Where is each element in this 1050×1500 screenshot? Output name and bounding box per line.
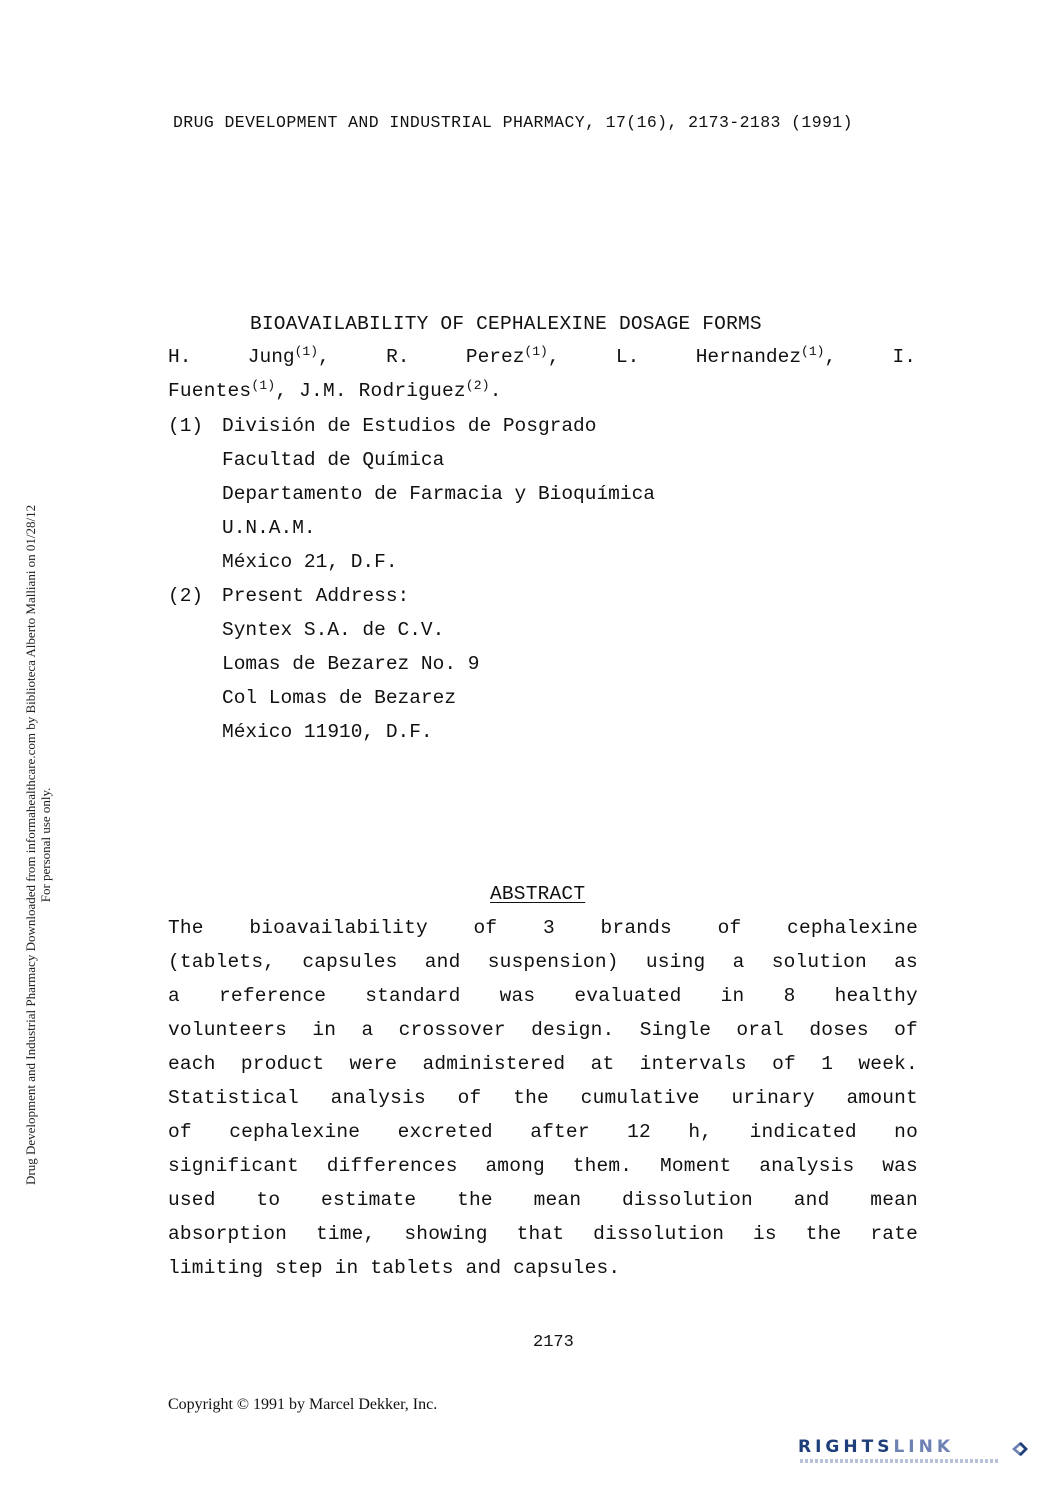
abstract-line: limiting step in tablets and capsules. (168, 1257, 621, 1279)
page-number: 2173 (533, 1333, 574, 1352)
abstract-line: each product were administered at intervals of 1 week. (168, 1053, 918, 1075)
side-watermark (23, 505, 53, 1185)
author-token: Perez$^{(1)}$, (465, 343, 560, 368)
affiliation-line: México 21, D.F. (222, 551, 398, 573)
author-token: Hernandez$^{(1)}$, (695, 343, 837, 368)
author-token: L. (615, 346, 640, 368)
affiliation-line: Syntex S.A. de C.V. (222, 619, 445, 641)
affiliation-line: Departamento de Farmacia y Bioquímica (222, 483, 655, 505)
watermark-line-1: Drug Development and Industrial Pharmacy Downloaded from informahealthcare.com by Biblioteca Alberto Malliani on 01/28/12 (23, 504, 38, 1185)
rightslink-logo[interactable] (798, 1437, 1032, 1473)
affiliation-line: Col Lomas de Bezarez (222, 687, 457, 709)
abstract-line: absorption time, showing that dissolution is the rate (168, 1223, 918, 1245)
rightslink-chevron-icon (1010, 1440, 1030, 1458)
affiliation-2-marker: (2) (168, 585, 204, 607)
article-title: BIOAVAILABILITY OF CEPHALEXINE DOSAGE FORMS (250, 313, 762, 335)
abstract-line: of cephalexine excreted after 12 h, indicated no (168, 1121, 918, 1143)
abstract-heading: ABSTRACT (490, 883, 586, 905)
watermark-line-2: For personal use only. (38, 787, 53, 903)
author-token: R. (386, 346, 410, 368)
abstract-line: volunteers in a crossover design. Single oral doses of (168, 1019, 918, 1041)
copyright-notice: Copyright © 1991 by Marcel Dekker, Inc. (168, 1396, 438, 1413)
affiliation-line: Facultad de Química (222, 449, 445, 471)
author-token: H. (168, 346, 192, 368)
author-token: I. (892, 346, 916, 368)
authors-line-2: Fuentes$^{(1)}$, J.M. Rodriguez$^{(2)}$. (168, 377, 502, 402)
abstract-line: (tablets, capsules and suspension) using a solution as (168, 951, 918, 973)
affiliation-line: División de Estudios de Posgrado (222, 415, 597, 437)
authors-line-1 (168, 343, 916, 368)
abstract-line: The bioavailability of 3 brands of cephalexine (168, 917, 918, 939)
affiliation-line: Present Address: (222, 585, 410, 607)
affiliation-1-marker: (1) (168, 415, 204, 437)
rightslink-tagline (800, 1459, 1000, 1463)
abstract-line: a reference standard was evaluated in 8 healthy (168, 985, 918, 1007)
journal-header: DRUG DEVELOPMENT AND INDUSTRIAL PHARMACY, 17(16), 2173-2183 (1991) (173, 113, 853, 132)
affiliation-line: México 11910, D.F. (222, 721, 433, 743)
affiliation-line: Lomas de Bezarez No. 9 (222, 653, 480, 675)
abstract-line: significant differences among them. Moment analysis was (168, 1155, 918, 1177)
affiliation-line: U.N.A.M. (222, 517, 316, 539)
abstract-line: used to estimate the mean dissolution and mean (168, 1189, 918, 1211)
abstract-line: Statistical analysis of the cumulative urinary amount (168, 1087, 918, 1109)
author-token: Jung$^{(1)}$, (247, 343, 330, 368)
rightslink-wordmark: RIGHTSLINK (798, 1437, 954, 1457)
